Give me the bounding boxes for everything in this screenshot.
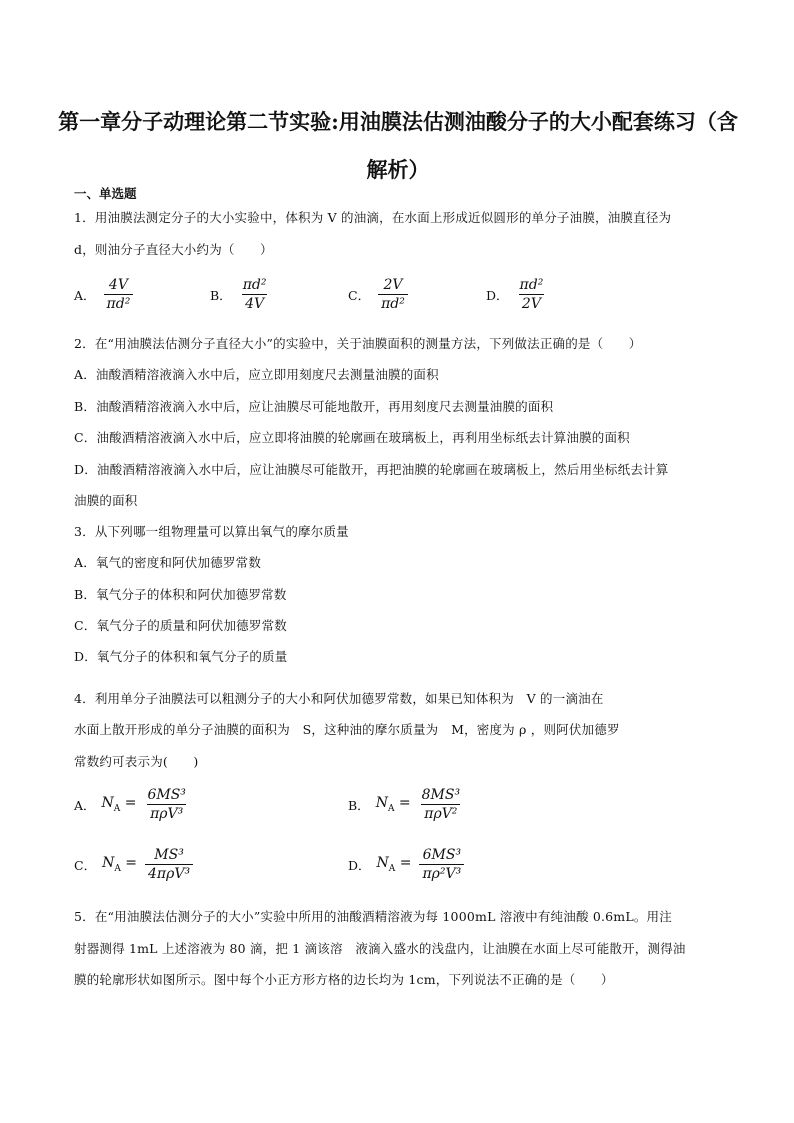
title-line-1: 第一章分子动理论第二节实验:用油膜法估测油酸分子的大小配套练习（含 [58, 109, 738, 134]
q1-option-b [210, 276, 269, 313]
denominator: πρV³ [147, 804, 186, 823]
option-label: C． [348, 287, 371, 303]
numerator: 8MS³ [421, 787, 461, 803]
q1-stem-line-2: d，则油分子直径大小约为（ ） [74, 242, 273, 257]
numerator: 4V [108, 277, 128, 293]
symbol-n: N [375, 795, 388, 812]
q1-option-c [348, 276, 408, 313]
denominator: 4πρV³ [145, 864, 193, 883]
fraction [419, 786, 463, 823]
numerator: MS³ [154, 847, 184, 863]
q4-stem-line-1: 4．利用单分子油膜法可以粗测分子的大小和阿伏加德罗常数，如果已知体积为 V 的一滴油在 [74, 691, 604, 706]
option-label: D． [486, 287, 509, 303]
option-label: C． [74, 857, 97, 873]
denominator: πd² [378, 294, 408, 313]
symbol-n: N [376, 855, 389, 872]
subscript: A [114, 863, 121, 874]
option-label: D． [348, 857, 371, 873]
fraction [104, 276, 134, 313]
q2-option-d-line-1: D．油酸酒精溶液滴入水中后，应让油膜尽可能散开，再把油膜的轮廓画在玻璃板上，然后用坐标纸去计算 [74, 462, 669, 477]
q3-option-d: D．氧气分子的体积和氧气分子的质量 [74, 649, 288, 664]
q2-stem: 2．在“用油膜法估测分子直径大小”的实验中，关于油膜面积的测量方法，下列做法正确的是（ ） [74, 336, 642, 351]
numerator: πd² [242, 277, 267, 293]
denominator: 4V [242, 294, 267, 313]
numerator: 6MS³ [422, 847, 462, 863]
fraction [378, 276, 408, 313]
section-heading: 一、单选题 [74, 186, 137, 201]
option-label: A． [74, 287, 96, 303]
q4-option-c [74, 846, 193, 883]
option-label: A． [74, 797, 96, 813]
document-title [58, 98, 738, 194]
fraction [145, 846, 193, 883]
denominator: πd² [104, 294, 134, 313]
q5-stem-line-1: 5．在“用油膜法估测分子的大小”实验中所用的油酸酒精溶液为每 1000mL 溶液中有纯油酸 0.6mL。用注 [74, 909, 672, 924]
denominator: 2V [519, 294, 544, 313]
fraction [240, 276, 270, 313]
q3-option-a: A．氧气的密度和阿伏加德罗常数 [74, 555, 262, 570]
equation-lhs: $N_A$ = [376, 855, 412, 874]
equation-lhs: $N_A$ = [102, 855, 138, 874]
q4-stem-line-2: 水面上散开形成的单分子油膜的面积为 S，这种油的摩尔质量为 M，密度为 ρ ，则阿伏加德罗 [74, 722, 620, 737]
numerator: 6MS³ [147, 787, 186, 803]
option-label: B． [210, 287, 232, 303]
fraction [419, 846, 464, 883]
subscript: A [388, 863, 396, 874]
fraction [517, 276, 547, 313]
q2-option-b: B．油酸酒精溶液滴入水中后，应让油膜尽可能地散开，再用刻度尺去测量油膜的面积 [74, 399, 554, 414]
q2-option-a: A．油酸酒精溶液滴入水中后，应立即用刻度尺去测量油膜的面积 [74, 367, 439, 382]
symbol-n: N [102, 855, 115, 872]
q5-stem-line-3: 膜的轮廓形状如图所示。图中每个小正方形方格的边长均为 1cm，下列说法不正确的是（ ） [74, 972, 614, 987]
q1-option-d [486, 276, 546, 313]
q5-stem-line-2: 射器测得 1mL 上述溶液为 80 滴，把 1 滴该溶 液滴入盛水的浅盘内，让油膜在水面上尽可能散开，测得油 [74, 941, 686, 956]
q1-option-a [74, 276, 133, 313]
subscript: A [387, 803, 395, 814]
numerator: 2V [383, 277, 403, 293]
denominator: πρ²V³ [419, 864, 464, 883]
subscript: A [113, 803, 121, 814]
q4-stem-line-3: 常数约可表示为( ) [74, 754, 199, 769]
denominator: πρV² [421, 804, 460, 823]
equation-lhs: $N_A$ = [375, 795, 411, 814]
numerator: πd² [519, 277, 544, 293]
fraction [144, 786, 188, 823]
q3-option-c: C．氧气分子的质量和阿伏加德罗常数 [74, 618, 287, 633]
q2-option-d-line-2: 油膜的面积 [74, 493, 138, 508]
q3-option-b: B．氧气分子的体积和阿伏加德罗常数 [74, 587, 287, 602]
q1-stem-line-1: 1．用油膜法测定分子的大小实验中，体积为 V 的油滴，在水面上形成近似圆形的单分子油膜，油膜直径为 [74, 210, 672, 225]
q4-option-a [74, 786, 189, 823]
equation-lhs: $N_A$ = [101, 795, 137, 814]
symbol-n: N [101, 795, 114, 812]
option-label: B． [348, 797, 370, 813]
title-line-2: 解析） [366, 157, 430, 182]
q4-option-d [348, 846, 464, 883]
q4-option-b [348, 786, 463, 823]
q3-stem: 3．从下列哪一组物理量可以算出氧气的摩尔质量 [74, 524, 349, 539]
q2-option-c: C．油酸酒精溶液滴入水中后，应立即将油膜的轮廓画在玻璃板上，再利用坐标纸去计算油膜的面积 [74, 430, 630, 445]
